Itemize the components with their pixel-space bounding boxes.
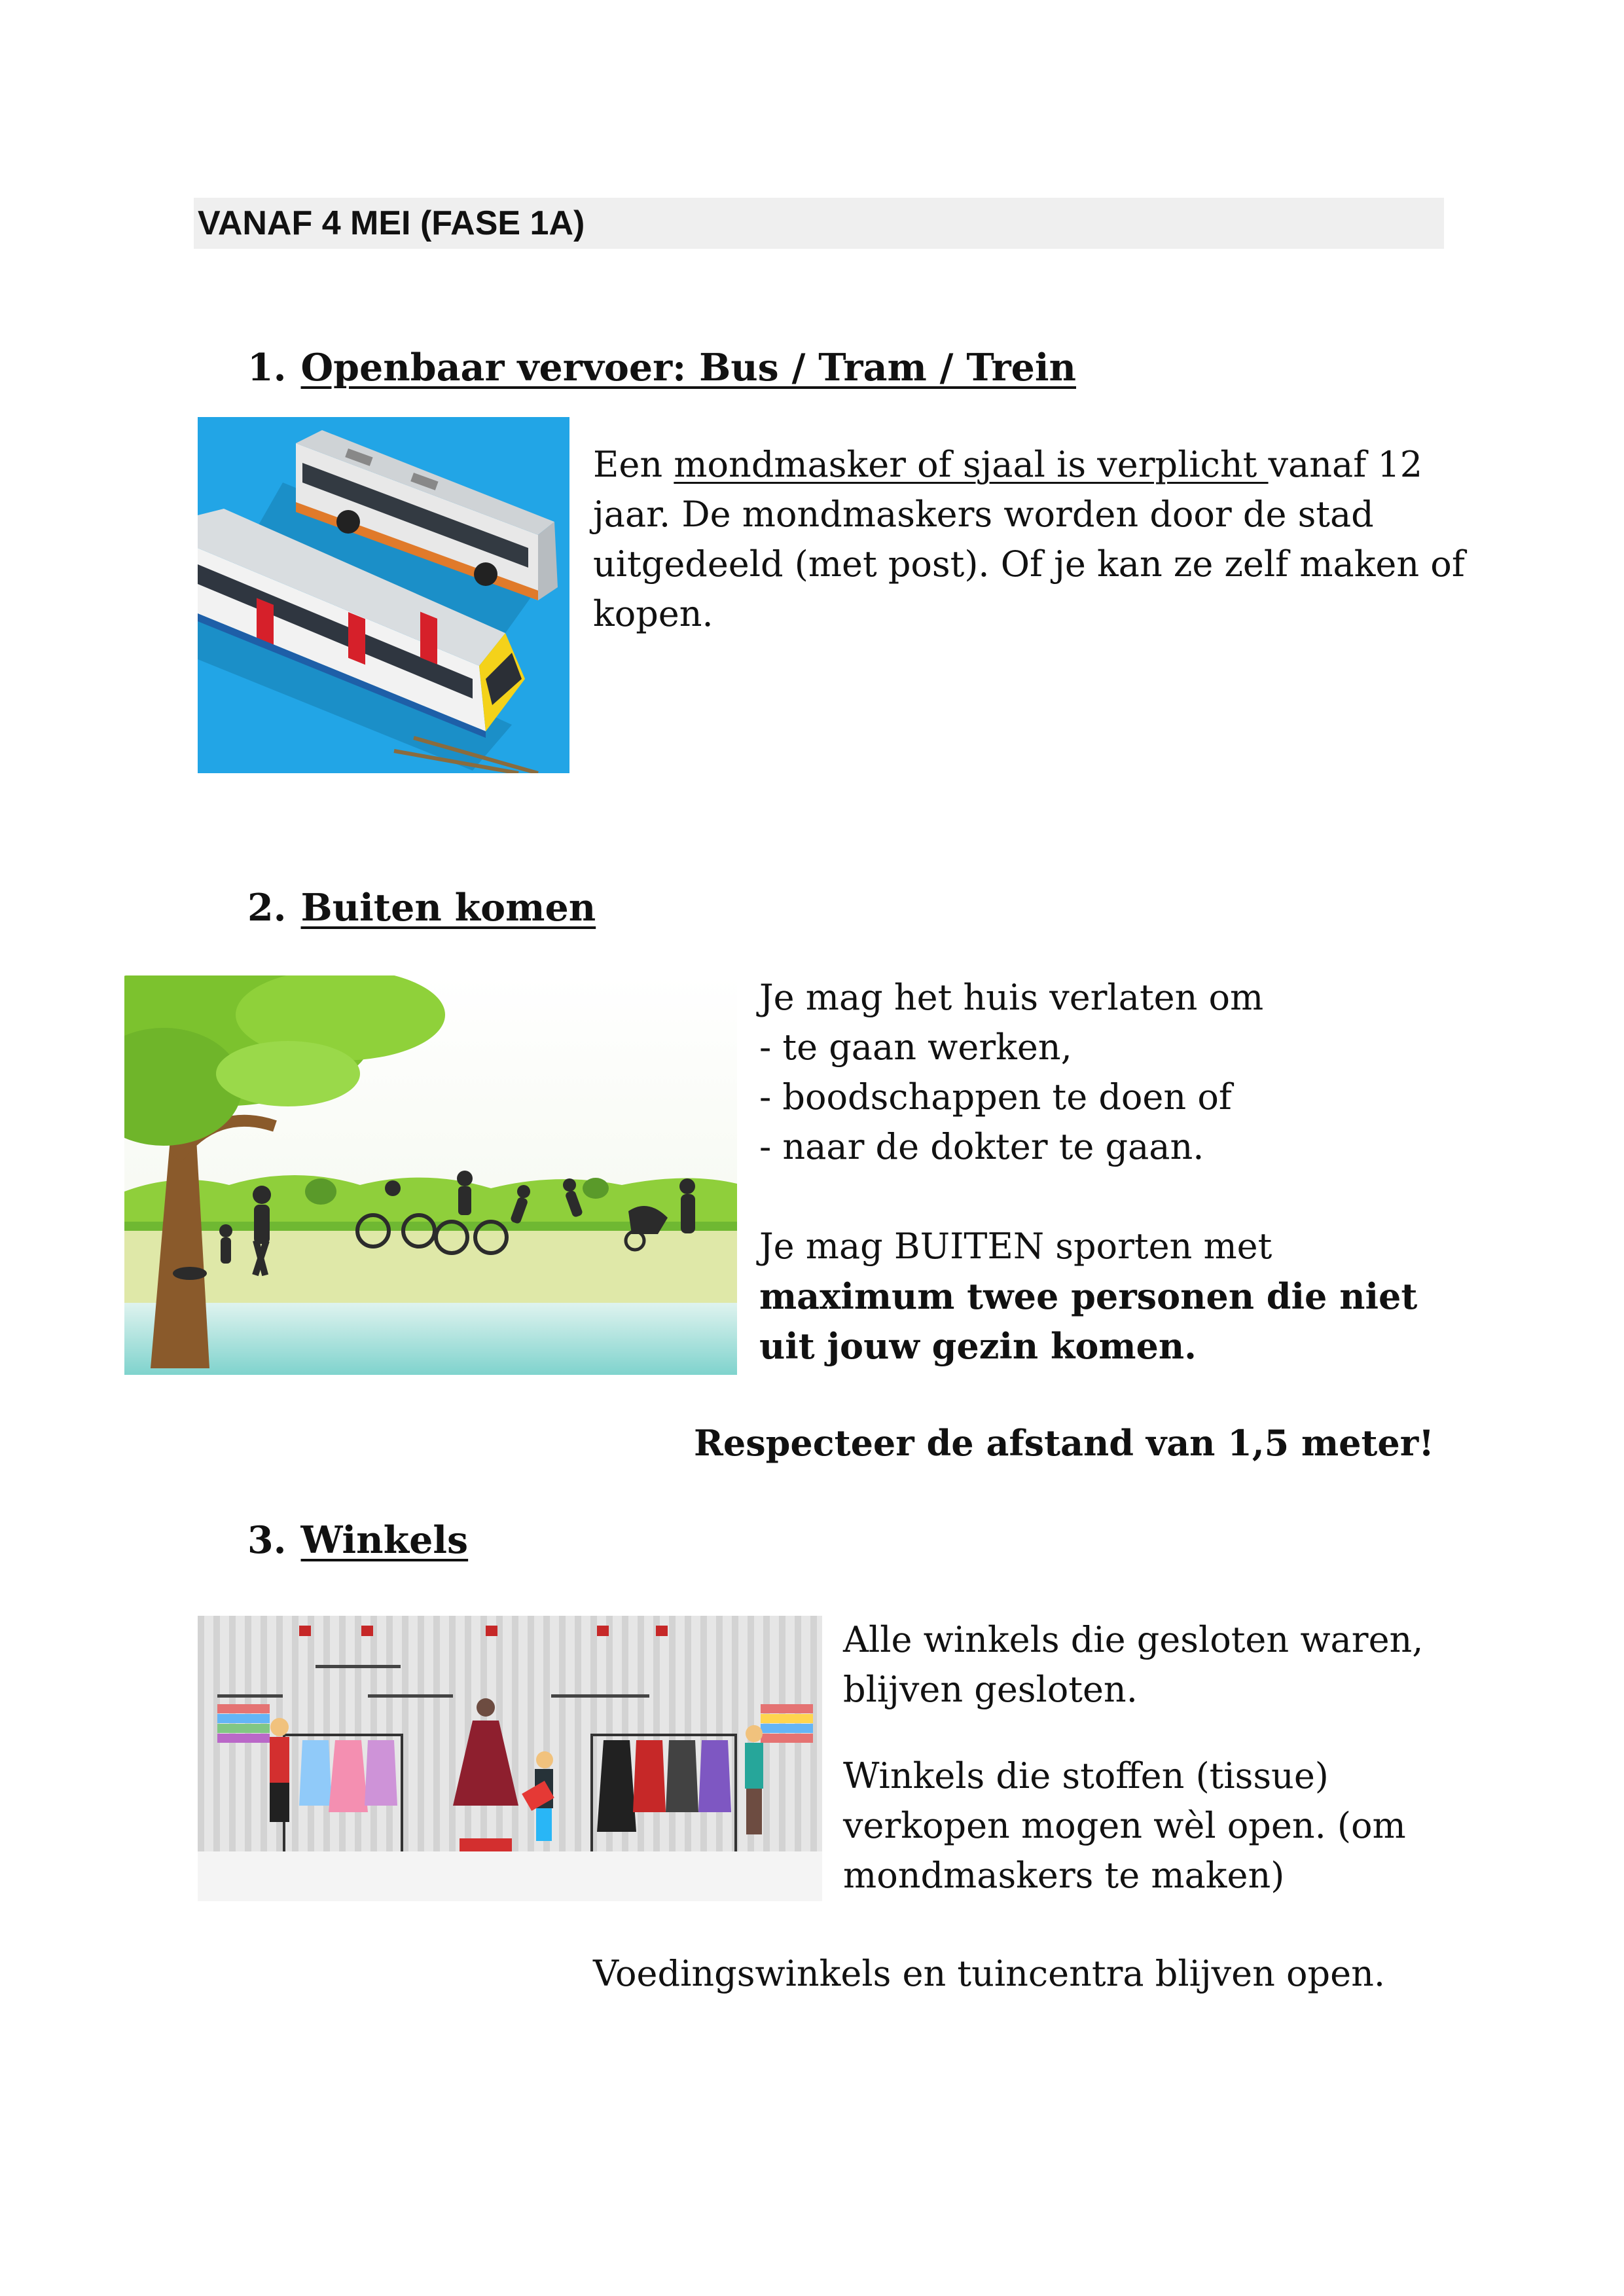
section-3-number: 3. [247, 1518, 287, 1562]
section-2-line-6: maximum twee personen die niet [759, 1275, 1418, 1317]
section-3-line-2: blijven gesloten. [843, 1669, 1138, 1710]
section-3-title: Winkels [300, 1518, 469, 1562]
section-1-number: 1. [247, 346, 287, 390]
section-1-line-1 [593, 440, 1465, 490]
section-2-text [759, 973, 1417, 1371]
section-2-title: Buiten komen [300, 886, 596, 930]
bus-train-illustration [198, 417, 569, 773]
section-1-line-3: uitgedeeld (met post). Of je kan ze zelf maken of [593, 543, 1465, 585]
section-3-line-4: verkopen mogen wèl open. (om [843, 1805, 1406, 1846]
section-1-title: Openbaar vervoer: Bus / Tram / Trein [300, 346, 1076, 390]
mask-required-underlined: mondmasker of sjaal is verplicht [674, 444, 1269, 485]
clothing-store-illustration [198, 1616, 822, 1901]
section-1-line-1-b: vanaf 12 [1268, 444, 1423, 485]
phase-banner-text: VANAF 4 MEI (FASE 1A) [198, 204, 585, 242]
section-1-heading [247, 342, 1076, 394]
section-2-line-4: - naar de dokter te gaan. [759, 1126, 1204, 1167]
section-2-line-5: Je mag BUITEN sporten met [759, 1226, 1272, 1267]
section-2-line-7: uit jouw gezin komen. [759, 1325, 1197, 1367]
section-3-line-5: mondmaskers te maken) [843, 1855, 1285, 1896]
section-3-heading [247, 1514, 468, 1567]
section-2-number: 2. [247, 886, 287, 930]
section-1-line-4: kopen. [593, 593, 713, 634]
distance-note: Respecteer de afstand van 1,5 meter! [694, 1422, 1434, 1464]
section-2-heading [247, 882, 596, 934]
section-2-line-2: - te gaan werken, [759, 1027, 1072, 1068]
section-2-line-3: - boodschappen te doen of [759, 1076, 1232, 1118]
section-1-line-1-a: Een [593, 444, 674, 485]
park-people-illustration [124, 975, 737, 1375]
section-3-line-1: Alle winkels die gesloten waren, [843, 1619, 1424, 1660]
section-1-line-2: jaar. De mondmaskers worden door de stad [593, 494, 1374, 535]
section-3-line-3: Winkels die stoffen (tissue) [843, 1755, 1329, 1796]
food-stores-note: Voedingswinkels en tuincentra blijven open. [593, 1953, 1386, 1994]
section-1-text [593, 440, 1465, 639]
section-3-text [843, 1615, 1423, 1901]
section-2-line-1: Je mag het huis verlaten om [759, 977, 1264, 1018]
